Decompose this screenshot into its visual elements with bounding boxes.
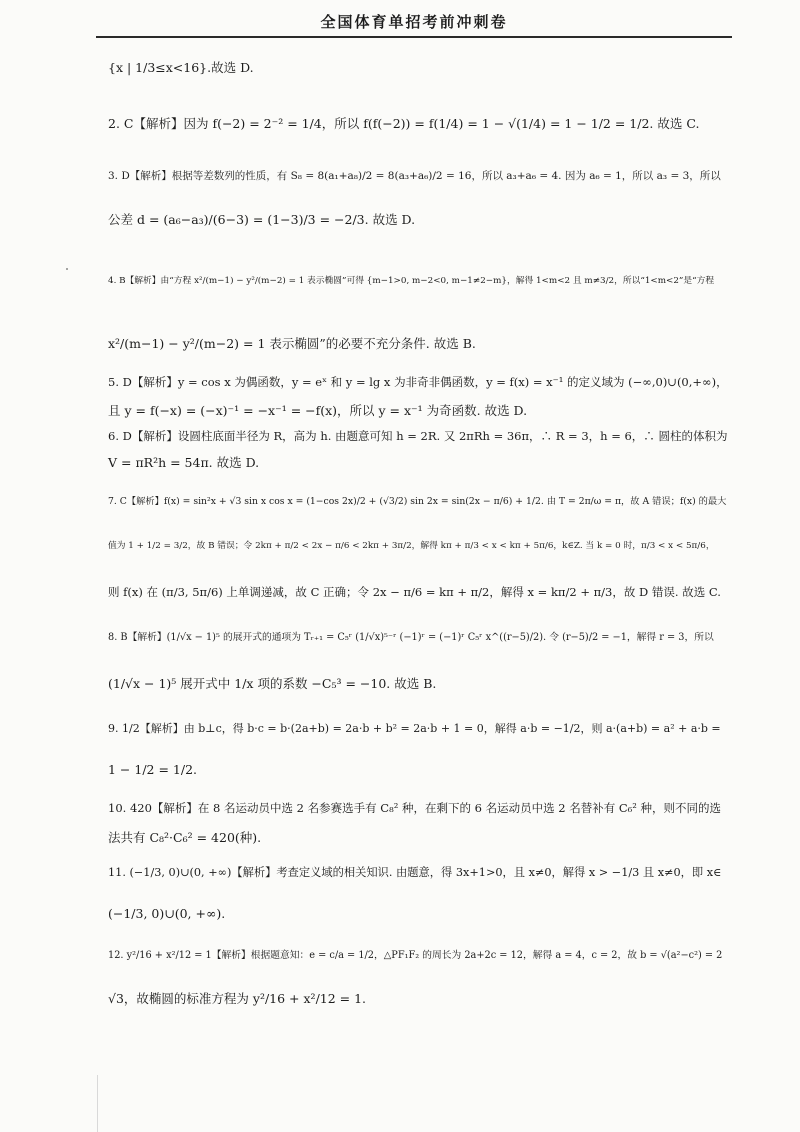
answer-line: (−1/3, 0)∪(0, +∞).: [108, 906, 226, 921]
scan-edge-rule: [97, 1075, 98, 1132]
answer-line: x²/(m−1) − y²/(m−2) = 1 表示椭圆”的必要不充分条件. 故选 B.: [108, 336, 476, 351]
answer-line: √3，故椭圆的标准方程为 y²/16 + x²/12 = 1.: [108, 991, 367, 1006]
answer-line: 2. C【解析】因为 f(−2) = 2⁻² = 1/4，所以 f(f(−2)) = f(1/4) = 1 − √(1/4) = 1 − 1/2 = 1/2. 故选 C.: [108, 116, 700, 131]
answer-line: 11. (−1/3, 0)∪(0, +∞)【解析】考查定义域的相关知识. 由题意，得 3x+1>0，且 x≠0，解得 x > −1/3 且 x≠0，即 x∈: [108, 866, 722, 879]
answer-line: 8. B【解析】(1/√x − 1)⁵ 的展开式的通项为 Tᵣ₊₁ = C₅ʳ (1/√x)⁵⁻ʳ (−1)ʳ = (−1)ʳ C₅ʳ x^((r−5)/2). 令 (r−5)/2 = −1，解得 r = 3，所以: [108, 632, 714, 643]
answer-line: V = πR²h = 54π. 故选 D.: [108, 455, 260, 470]
answer-line: 公差 d = (a₆−a₃)/(6−3) = (1−3)/3 = −2/3. 故选 D.: [108, 212, 416, 227]
answer-line: 10. 420【解析】在 8 名运动员中选 2 名参赛选手有 C₈² 种，在剩下的 6 名运动员中选 2 名替补有 C₆² 种，则不同的选: [108, 801, 722, 815]
answer-line: 9. 1/2【解析】由 b⊥c，得 b·c = b·(2a+b) = 2a·b + b² = 2a·b + 1 = 0，解得 a·b = −1/2，则 a·(a+b) = a² + a·b =: [108, 722, 721, 735]
answer-line: 4. B【解析】由“方程 x²/(m−1) − y²/(m−2) = 1 表示椭圆”可得 {m−1>0, m−2<0, m−1≠2−m}，解得 1<m<2 且 m≠3/2，所以“1<m<2”是“方程: [108, 276, 715, 286]
answer-line: 5. D【解析】y = cos x 为偶函数，y = eˣ 和 y = lg x 为非奇非偶函数，y = f(x) = x⁻¹ 的定义域为 (−∞,0)∪(0,+∞)，: [108, 375, 728, 389]
answer-line: 12. y²/16 + x²/12 = 1【解析】根据题意知：e = c/a = 1/2，△PF₁F₂ 的周长为 2a+2c = 12，解得 a = 4，c = 2，故 b = √(a²−c²) = 2: [108, 950, 723, 961]
page-header: [96, 8, 732, 38]
answer-line: 则 f(x) 在 (π/3, 5π/6) 上单调递减，故 C 正确；令 2x − π/6 = kπ + π/2，解得 x = kπ/2 + π/3，故 D 错误. 故选 C.: [108, 585, 721, 599]
answer-line: 值为 1 + 1/2 = 3/2，故 B 错误；令 2kπ + π/2 < 2x − π/6 < 2kπ + 3π/2，解得 kπ + π/3 < x < kπ + 5π/6，k∈Z. 当 k = 0 时，π/3 < x < 5π/6，: [108, 541, 715, 551]
answer-line: {x | 1/3≤x<16}.故选 D.: [108, 60, 254, 75]
answer-line: 法共有 C₈²·C₆² = 420(种).: [108, 830, 262, 845]
answer-line: 6. D【解析】设圆柱底面半径为 R，高为 h. 由题意可知 h = 2R. 又 2πRh = 36π，∴ R = 3，h = 6，∴ 圆柱的体积为: [108, 429, 728, 443]
answer-line: (1/√x − 1)⁵ 展开式中 1/x 项的系数 −C₅³ = −10. 故选 B.: [108, 676, 437, 691]
scan-dot: [66, 268, 68, 270]
header-title: 全国体育单招考前冲刺卷: [320, 13, 508, 31]
answer-line: 且 y = f(−x) = (−x)⁻¹ = −x⁻¹ = −f(x)，所以 y = x⁻¹ 为奇函数. 故选 D.: [108, 403, 528, 418]
answer-line: 7. C【解析】f(x) = sin²x + √3 sin x cos x = (1−cos 2x)/2 + (√3/2) sin 2x = sin(2x − π/6) + 1/2. 由 T = 2π/ω = π，故 A 错误；f(x) 的最大: [108, 496, 727, 507]
answer-line: 3. D【解析】根据等差数列的性质，有 S₈ = 8(a₁+a₈)/2 = 8(a₃+a₆)/2 = 16，所以 a₃+a₆ = 4. 因为 a₆ = 1，所以 a₃ = 3，所以: [108, 170, 721, 182]
answer-line: 1 − 1/2 = 1/2.: [108, 762, 198, 777]
